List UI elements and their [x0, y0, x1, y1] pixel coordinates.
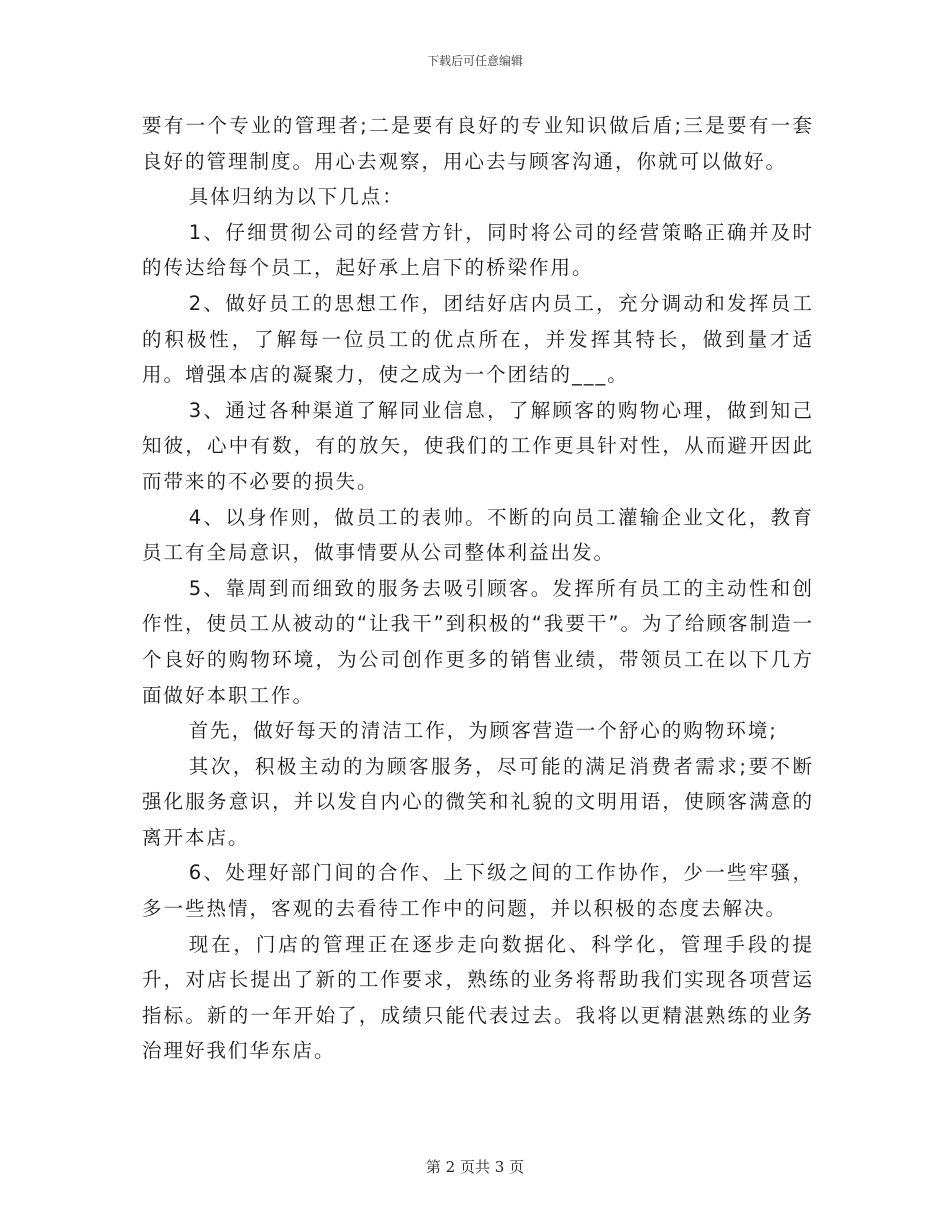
- paragraph-continuation: 要有一个专业的管理者;二是要有良好的专业知识做后盾;三是要有一套良好的管理制度。用心去观察，用心去与顾客沟通，你就可以做好。: [142, 114, 814, 173]
- paragraph-point-4: 4、以身作则，做员工的表帅。不断的向员工灌输企业文化，教育员工有全局意识，做事情要从公司整体利益出发。: [142, 505, 814, 565]
- paragraph-point-5: 5、靠周到而细致的服务去吸引顾客。发挥所有员工的主动性和创作性，使员工从被动的“让我干”到积极的“我要干”。为了给顾客制造一个良好的购物环境，为公司创作更多的销售业绩，带领员工在以下几方面做好本职工作。: [142, 576, 814, 707]
- paragraph-second: 其次，积极主动的为顾客服务，尽可能的满足消费者需求;要不断强化服务意识，并以发自内心的微笑和礼貌的文明用语，使顾客满意的离开本店。: [142, 754, 814, 849]
- document-body: [142, 108, 814, 1069]
- paragraph-conclusion: 现在，门店的管理正在逐步走向数据化、科学化，管理手段的提升，对店长提出了新的工作要求，熟练的业务将帮助我们实现各项营运指标。新的一年开始了，成绩只能代表过去。我将以更精湛熟练的业务治理好我们华东店。: [142, 932, 814, 1063]
- paragraph-point-6: 6、处理好部门间的合作、上下级之间的工作协作，少一些牢骚，多一些热情，客观的去看待工作中的问题，并以积极的态度去解决。: [142, 861, 814, 921]
- paragraph-point-3: 3、通过各种渠道了解同业信息，了解顾客的购物心理，做到知己知彼，心中有数，有的放矢，使我们的工作更具针对性，从而避开因此而带来的不必要的损失。: [142, 398, 814, 493]
- paragraph-summary-intro: 具体归纳为以下几点：: [188, 185, 404, 209]
- paragraph-point-2: 2、做好员工的思想工作，团结好店内员工，充分调动和发挥员工的积极性，了解每一位员工的优点所在，并发挥其特长，做到量才适用。增强本店的凝聚力，使之成为一个团结的___。: [142, 291, 814, 387]
- paragraph-point-1: 1、仔细贯彻公司的经营方针，同时将公司的经营策略正确并及时的传达给每个员工，起好承上启下的桥梁作用。: [142, 220, 814, 280]
- paragraph-first: 首先，做好每天的清洁工作，为顾客营造一个舒心的购物环境;: [188, 719, 778, 743]
- page-number: 第 2 页共 3 页: [425, 1158, 525, 1176]
- page-header: 下载后可任意编辑: [426, 54, 523, 68]
